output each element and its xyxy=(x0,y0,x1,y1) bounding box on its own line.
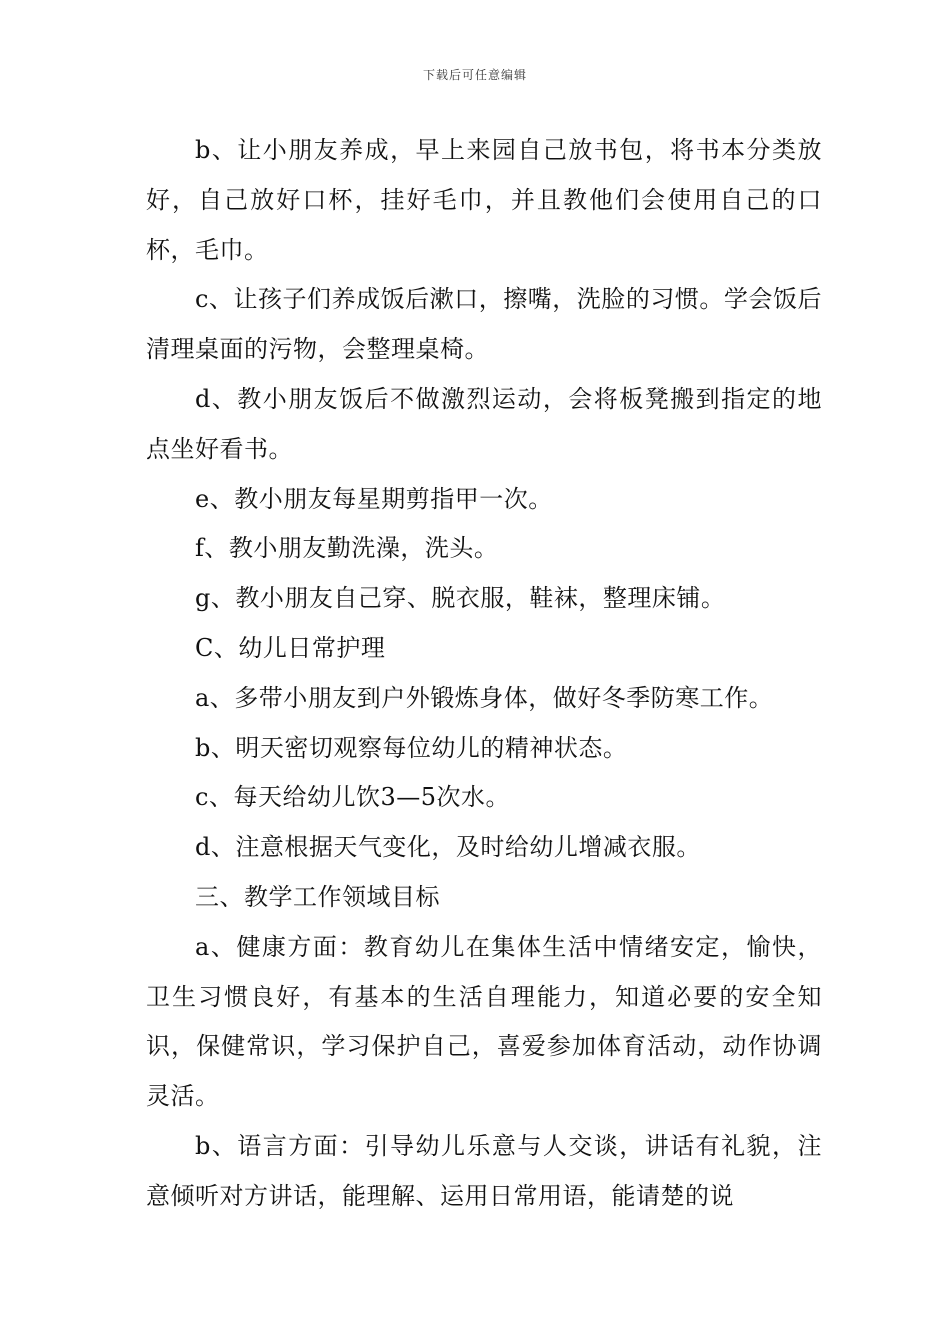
document-body xyxy=(146,126,822,1222)
paragraph: e、教小朋友每星期剪指甲一次。 xyxy=(195,484,553,513)
paragraph: c、让孩子们养成饭后漱口，擦嘴，洗脸的习惯。学会饭后清理桌面的污物，会整理桌椅。 xyxy=(146,285,822,364)
section-heading: C、幼儿日常护理 xyxy=(195,633,386,662)
paragraph: a、多带小朋友到户外锻炼身体，做好冬季防寒工作。 xyxy=(195,683,774,712)
paragraph: b、语言方面：引导幼儿乐意与人交谈，讲话有礼貌，注意倾听对方讲话，能理解、运用日常用语，能请楚的说 xyxy=(146,1131,822,1210)
page-header: 下载后可任意编辑 xyxy=(422,68,527,82)
section-heading: 三、教学工作领域目标 xyxy=(195,882,440,911)
paragraph: c、每天给幼儿饮3—5次水。 xyxy=(195,783,510,812)
paragraph: d、注意根据天气变化，及时给幼儿增减衣服。 xyxy=(195,833,701,862)
paragraph: b、让小朋友养成，早上来园自己放书包，将书本分类放好，自己放好口杯，挂好毛巾，并且教他们会使用自己的口杯，毛巾。 xyxy=(146,136,822,264)
paragraph: f、教小朋友勤洗澡，洗头。 xyxy=(195,534,499,563)
paragraph: b、明天密切观察每位幼儿的精神状态。 xyxy=(195,733,628,762)
paragraph: d、教小朋友饭后不做激烈运动，会将板凳搬到指定的地点坐好看书。 xyxy=(146,384,822,463)
paragraph: a、健康方面：教育幼儿在集体生活中情绪安定，愉快，卫生习惯良好，有基本的生活自理能力，知道必要的安全知识，保健常识，学习保护自己，喜爱参加体育活动，动作协调灵活。 xyxy=(146,932,822,1111)
paragraph: g、教小朋友自己穿、脱衣服，鞋袜，整理床铺。 xyxy=(195,584,726,613)
